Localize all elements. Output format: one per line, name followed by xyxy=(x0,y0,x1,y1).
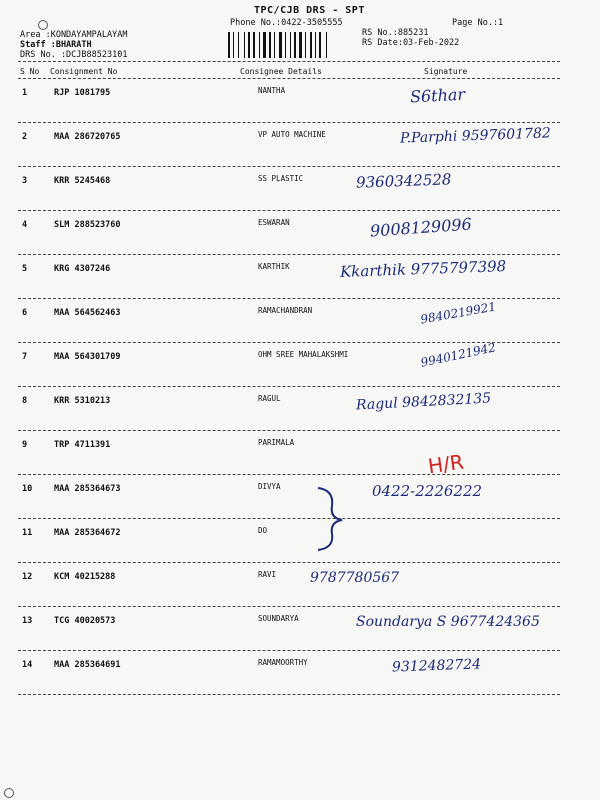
row-signature: 9940121942 xyxy=(419,340,497,370)
rs-date: RS Date:03-Feb-2022 xyxy=(362,38,460,48)
row-signature: 9787780567 xyxy=(310,570,400,586)
col-head-consignment: Consignment No xyxy=(50,67,118,76)
row-signature: 9312482724 xyxy=(391,656,482,676)
punch-hole-mark xyxy=(4,788,14,798)
table-row xyxy=(0,80,600,124)
row-consignment-number: TCG 40020573 xyxy=(54,616,116,626)
barcode-bar xyxy=(233,32,234,58)
row-consignee-name: RAGUL xyxy=(258,394,281,403)
punch-hole-mark xyxy=(38,20,48,30)
row-signature: S6thar xyxy=(409,84,466,107)
barcode-bar xyxy=(285,32,286,58)
row-signature: 9008129096 xyxy=(369,214,473,241)
row-consignee-name: PARIMALA xyxy=(258,438,295,447)
row-divider xyxy=(18,122,560,123)
phone-number: Phone No.:0422-3505555 xyxy=(230,18,343,28)
row-consignee-name: ESWARAN xyxy=(258,218,290,227)
row-consignee-name: RAVI xyxy=(258,570,277,579)
barcode-bar xyxy=(290,32,291,58)
row-signature: 0422-2226222 xyxy=(372,482,483,500)
row-consignment-number: RJP 1081795 xyxy=(54,88,111,98)
table-row xyxy=(0,564,600,608)
row-consignee-name: SOUNDARYA xyxy=(258,614,299,623)
barcode-bar xyxy=(279,32,282,58)
barcode-bar xyxy=(238,32,239,58)
row-consignee-name: RAMAMOORTHY xyxy=(258,658,308,667)
row-consignee-name: VP AUTO MACHINE xyxy=(258,130,326,139)
row-serial-number: 7 xyxy=(22,352,28,362)
barcode xyxy=(228,32,354,58)
row-consignment-number: KRG 4307246 xyxy=(54,264,111,274)
row-consignee-name: NANTHA xyxy=(258,86,286,95)
barcode-bar xyxy=(259,32,260,58)
row-divider xyxy=(18,650,560,651)
row-serial-number: 10 xyxy=(22,484,33,494)
row-serial-number: 5 xyxy=(22,264,28,274)
col-head-sno: S No xyxy=(20,67,40,76)
table-row xyxy=(0,608,600,652)
area-label: Area :KONDAYAMPALAYAM xyxy=(20,30,128,40)
row-serial-number: 2 xyxy=(22,132,28,142)
drs-number: DRS No. :DCJB88523101 xyxy=(20,50,128,60)
table-row xyxy=(0,124,600,168)
row-signature: 9840219921 xyxy=(419,299,497,327)
barcode-bar xyxy=(305,32,306,58)
row-signature: Ragul 9842832135 xyxy=(355,390,492,414)
barcode-bar xyxy=(228,32,230,58)
barcode-bar xyxy=(244,32,245,58)
table-row xyxy=(0,432,600,476)
table-row xyxy=(0,388,600,432)
row-signature: Soundarya S 9677424365 xyxy=(356,614,540,630)
handwritten-brace xyxy=(312,484,352,554)
row-divider xyxy=(18,210,560,211)
row-divider xyxy=(18,606,560,607)
row-serial-number: 9 xyxy=(22,440,28,450)
row-consignee-name: SS PLASTIC xyxy=(258,174,304,183)
barcode-bar xyxy=(253,32,255,58)
row-consignee-name: DIVYA xyxy=(258,482,281,491)
row-serial-number: 11 xyxy=(22,528,33,538)
row-consignment-number: MAA 564562463 xyxy=(54,308,121,318)
row-consignee-name: OHM SREE MAHALAKSHMI xyxy=(258,350,349,359)
col-head-signature: Signature xyxy=(424,67,468,76)
header-divider xyxy=(18,61,560,62)
row-consignment-number: TRP 4711391 xyxy=(54,440,111,450)
row-divider xyxy=(18,386,560,387)
barcode-bar xyxy=(315,32,316,58)
row-signature: 9360342528 xyxy=(355,170,452,192)
row-signature: P.Parphi 9597601782 xyxy=(399,125,552,147)
row-consignee-name: DO xyxy=(258,526,268,535)
row-consignment-number: MAA 285364691 xyxy=(54,660,121,670)
row-consignment-number: MAA 285364673 xyxy=(54,484,121,494)
barcode-bar xyxy=(326,32,327,58)
row-serial-number: 6 xyxy=(22,308,28,318)
staff-label: Staff :BHARATH xyxy=(20,40,92,50)
row-serial-number: 4 xyxy=(22,220,28,230)
page-number: Page No.:1 xyxy=(452,18,504,28)
row-divider xyxy=(18,518,560,519)
row-consignment-number: MAA 564301709 xyxy=(54,352,121,362)
barcode-bar xyxy=(274,32,275,58)
table-row xyxy=(0,652,600,696)
barcode-bar xyxy=(269,32,271,58)
row-consignment-number: KRR 5310213 xyxy=(54,396,111,406)
table-row xyxy=(0,340,600,388)
row-consignee-name: KARTHIK xyxy=(258,262,290,271)
row-divider xyxy=(18,166,560,167)
barcode-bar xyxy=(299,32,302,58)
row-divider xyxy=(18,562,560,563)
row-consignment-number: MAA 285364672 xyxy=(54,528,121,538)
row-consignment-number: MAA 286720765 xyxy=(54,132,121,142)
table-row xyxy=(0,520,600,564)
table-row xyxy=(0,300,600,344)
table-row xyxy=(0,168,600,212)
row-serial-number: 13 xyxy=(22,616,33,626)
row-divider xyxy=(18,694,560,695)
barcode-bar xyxy=(319,32,321,58)
red-handwritten-mark: H/R xyxy=(426,449,466,479)
barcode-bar xyxy=(294,32,296,58)
row-divider xyxy=(18,298,560,299)
sheet-title: TPC/CJB DRS - SPT xyxy=(254,5,365,16)
row-consignment-number: KRR 5245468 xyxy=(54,176,111,186)
row-serial-number: 8 xyxy=(22,396,28,406)
row-serial-number: 12 xyxy=(22,572,33,582)
row-divider xyxy=(18,474,560,475)
row-signature: Kkarthik 9775797398 xyxy=(339,257,507,281)
row-consignment-number: KCM 40215288 xyxy=(54,572,116,582)
row-divider xyxy=(18,254,560,255)
col-head-consignee: Consignee Details xyxy=(240,67,322,76)
barcode-bar xyxy=(248,32,250,58)
barcode-bar xyxy=(263,32,266,58)
row-serial-number: 3 xyxy=(22,176,28,186)
table-row xyxy=(0,212,600,256)
header-divider xyxy=(18,78,560,79)
table-row xyxy=(0,476,600,520)
rs-number: RS No.:885231 xyxy=(362,28,429,38)
table-row xyxy=(0,256,600,300)
row-consignment-number: SLM 288523760 xyxy=(54,220,121,230)
row-consignee-name: RAMACHANDRAN xyxy=(258,306,313,315)
row-serial-number: 1 xyxy=(22,88,28,98)
row-divider xyxy=(18,430,560,431)
barcode-bar xyxy=(310,32,312,58)
row-serial-number: 14 xyxy=(22,660,33,670)
